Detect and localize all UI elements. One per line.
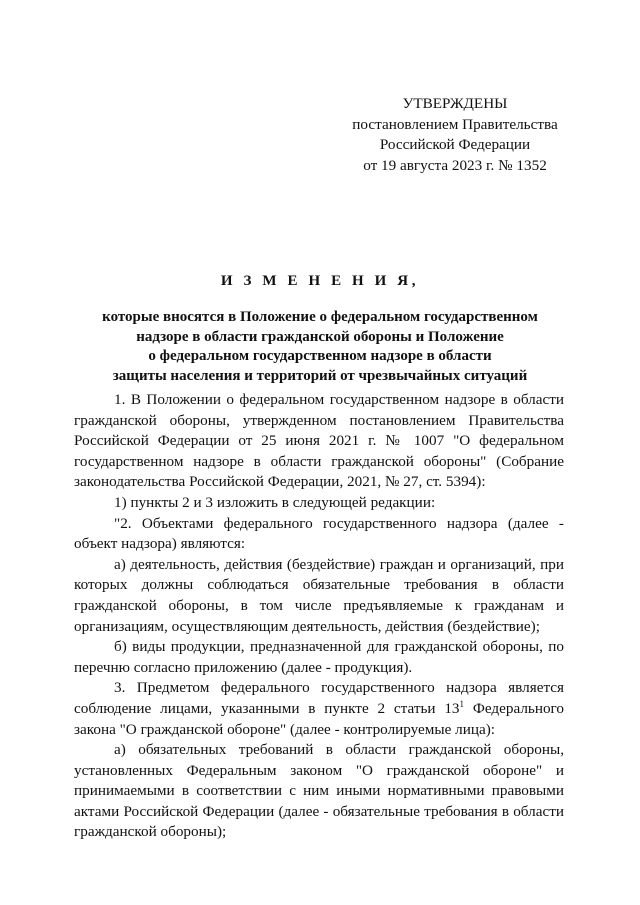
paragraph: 1) пункты 2 и 3 изложить в следующей редакции: — [114, 493, 436, 511]
approval-line: постановлением Правительства — [352, 115, 558, 133]
approval-line: Российской Федерации — [379, 136, 531, 154]
document-title: И З М Е Н Е Н И Я, — [220, 273, 420, 289]
approval-title: УТВЕРЖДЕНЫ — [402, 95, 508, 112]
paragraph: б) виды продукции, предназначенной для гражданской обороны, по перечню согласно приложению (далее - продукция). — [74, 638, 564, 676]
paragraph: а) обязательных требований в области гражданской обороны, установленных Федеральным законом "О гражданской обороне" и принимаемыми в соответствии с ним иными нормативными правовыми актами Российской Федерации (далее - обязательные требования в области гражданской обороны); — [74, 741, 564, 841]
heading-line: надзоре в области гражданской обороны и Положение — [136, 328, 504, 345]
heading-line: которые вносятся в Положение о федеральном государственном — [102, 309, 538, 326]
approval-stamp — [346, 94, 564, 176]
heading-line: о федеральном государственном надзоре в области — [148, 348, 492, 365]
paragraph — [74, 678, 564, 740]
heading-line: защиты населения и территорий от чрезвычайных ситуаций — [112, 367, 528, 384]
document-heading — [0, 272, 640, 386]
paragraph-text: Федерального закона "О гражданской обороне" (далее - контролируемые лица): — [74, 699, 564, 738]
paragraph: 1. В Положении о федеральном государственном надзоре в области гражданской обороны, утвержденном постановлением Правительства Российской Федерации от 25 июня 2021 г. № 1007 "О федеральном государственном надзоре в области гражданской обороны" (Собрание законодательства Российской Федерации, 2021, № 27, ст. 5394): — [74, 391, 564, 491]
paragraph: "2. Объектами федерального государственного надзора (далее - объект надзора) являются: — [74, 514, 564, 553]
approval-date: от 19 августа 2023 г. № 1352 — [363, 156, 547, 174]
superscript: 1 — [459, 698, 465, 709]
paragraph-text: 3. Предметом федерального государственного надзора является соблюдение лицами, указанными в пункте 2 статьи 13 — [74, 679, 564, 717]
paragraph: а) деятельность, действия (бездействие) граждан и организаций, при которых должны соблюдаться обязательные требования в области гражданской обороны, в том числе предъявляемые к гражданам и организациям, осуществляющим деятельность, действия (бездействие); — [74, 555, 564, 635]
document-body — [74, 390, 564, 843]
